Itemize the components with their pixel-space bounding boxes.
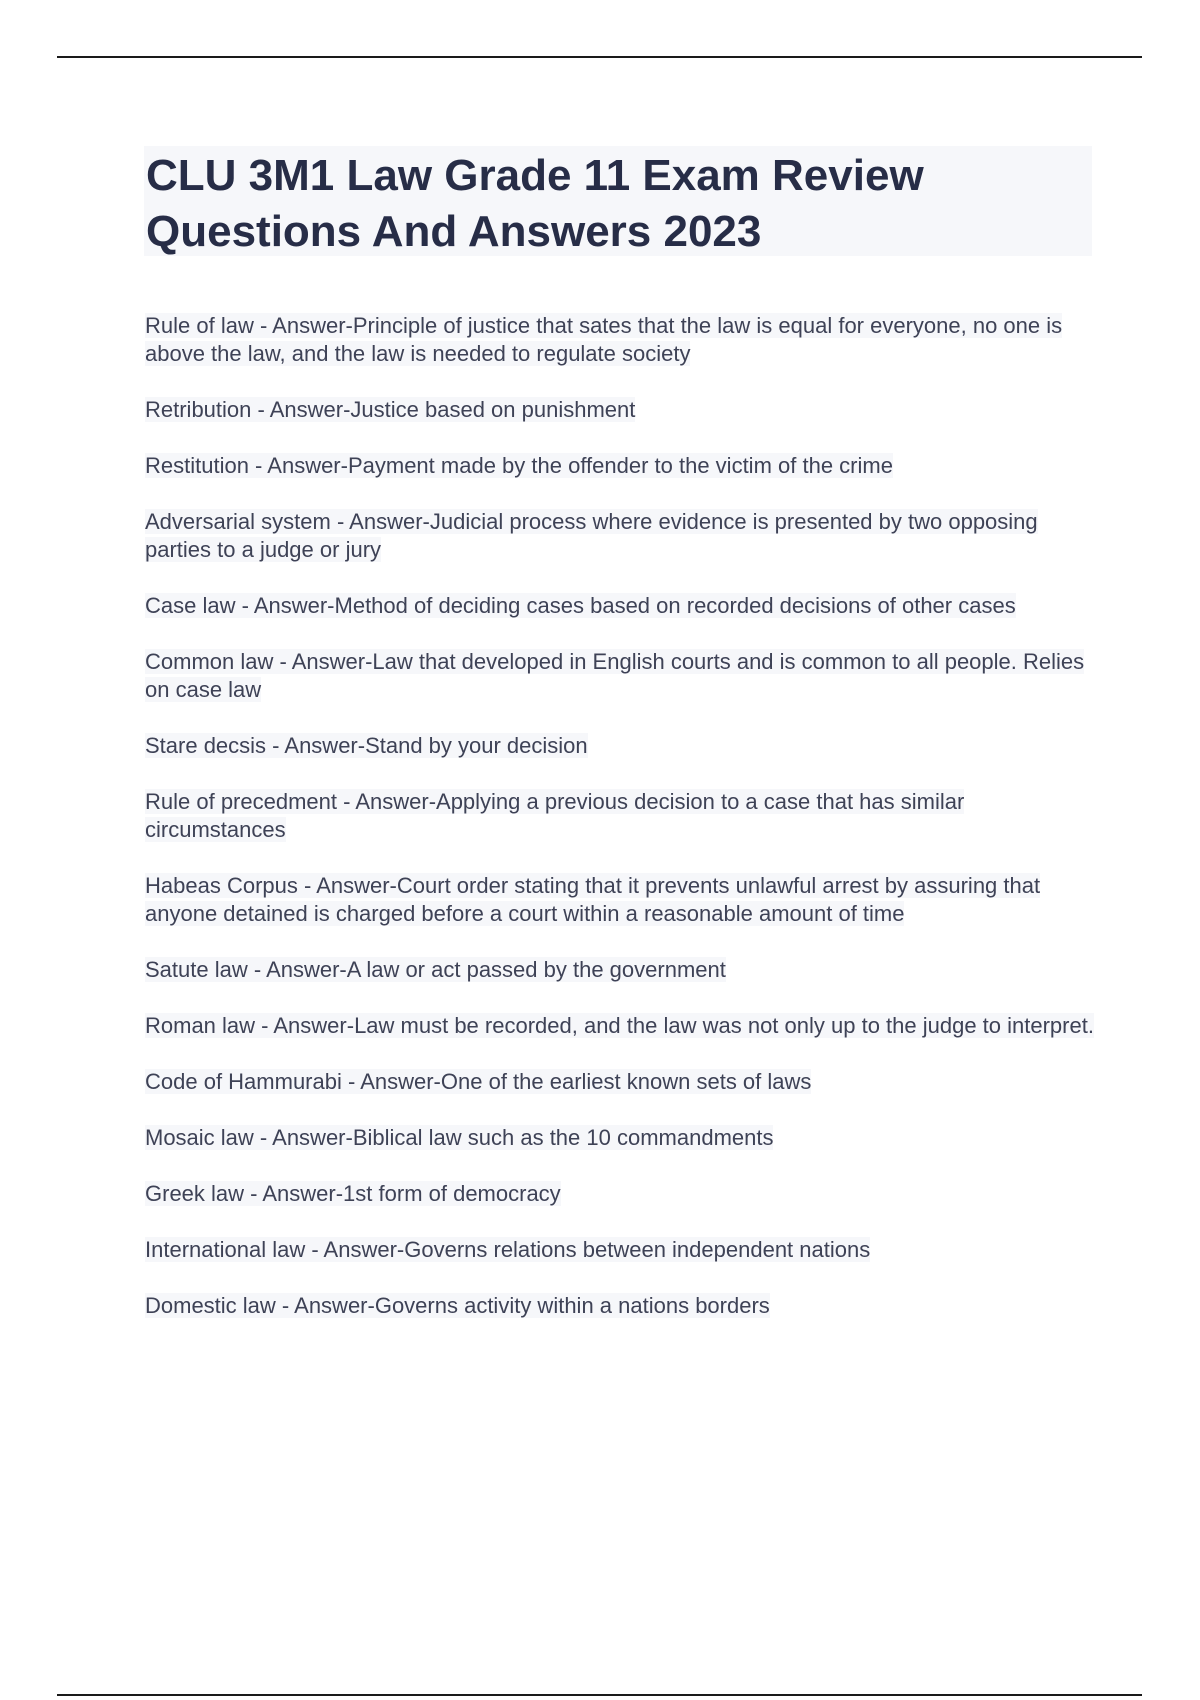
- qa-entry-text: Satute law - Answer-A law or act passed by the government: [145, 957, 726, 982]
- qa-entry-text: Greek law - Answer-1st form of democracy: [145, 1181, 561, 1206]
- qa-entry: [145, 872, 1095, 928]
- qa-entry-text: Domestic law - Answer-Governs activity within a nations borders: [145, 1293, 770, 1318]
- qa-entry-text: Code of Hammurabi - Answer-One of the earliest known sets of laws: [145, 1069, 812, 1094]
- title-block: [144, 146, 1092, 256]
- qa-entry: [145, 1124, 1095, 1152]
- qa-entry: [145, 452, 1095, 480]
- qa-entry: [145, 1292, 1095, 1320]
- qa-entry: [145, 1012, 1095, 1040]
- qa-entry-text: Rule of law - Answer-Principle of justice that sates that the law is equal for everyone, no one is above the law, and the law is needed to regulate society: [145, 313, 1063, 366]
- header-rule: [57, 56, 1142, 58]
- qa-entry-text: Rule of precedment - Answer-Applying a previous decision to a case that has similar circumstances: [145, 789, 965, 842]
- qa-entry-text: Habeas Corpus - Answer-Court order stating that it prevents unlawful arrest by assuring that anyone detained is charged before a court within a reasonable amount of time: [145, 873, 1041, 926]
- qa-entry-text: Retribution - Answer-Justice based on punishment: [145, 397, 636, 422]
- qa-entry-text: Roman law - Answer-Law must be recorded, and the law was not only up to the judge to interpret.: [145, 1013, 1094, 1038]
- qa-entry-text: Case law - Answer-Method of deciding cases based on recorded decisions of other cases: [145, 593, 1016, 618]
- qa-entry: [145, 1180, 1095, 1208]
- qa-entry: [145, 396, 1095, 424]
- qa-entry: [145, 592, 1095, 620]
- qa-entry-text: Restitution - Answer-Payment made by the offender to the victim of the crime: [145, 453, 893, 478]
- qa-entry: [145, 1236, 1095, 1264]
- qa-entry: [145, 648, 1095, 704]
- qa-entry-text: Stare decsis - Answer-Stand by your decision: [145, 733, 588, 758]
- qa-entry-text: Mosaic law - Answer-Biblical law such as the 10 commandments: [145, 1125, 774, 1150]
- qa-list: [145, 312, 1095, 1348]
- qa-entry: [145, 956, 1095, 984]
- qa-entry: [145, 788, 1095, 844]
- qa-entry-text: Common law - Answer-Law that developed in English courts and is common to all people. Relies on case law: [145, 649, 1085, 702]
- footer-rule: [57, 1694, 1142, 1696]
- qa-entry: [145, 312, 1095, 368]
- qa-entry: [145, 1068, 1095, 1096]
- qa-entry-text: International law - Answer-Governs relations between independent nations: [145, 1237, 871, 1262]
- qa-entry: [145, 508, 1095, 564]
- document-title: CLU 3M1 Law Grade 11 Exam Review Questions And Answers 2023: [146, 151, 924, 256]
- qa-entry-text: Adversarial system - Answer-Judicial process where evidence is presented by two opposing parties to a judge or jury: [145, 509, 1038, 562]
- qa-entry: [145, 732, 1095, 760]
